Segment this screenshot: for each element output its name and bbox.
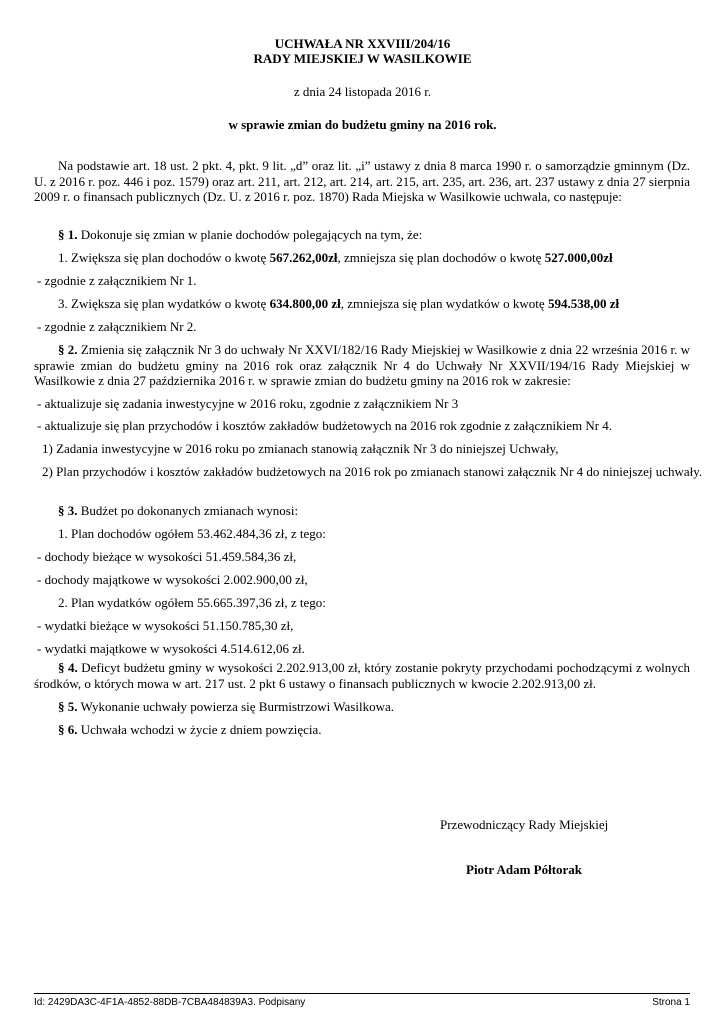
section-1-item-3 xyxy=(34,296,690,312)
section-2-item-2: 2) Plan przychodów i kosztów zakładów budżetowych na 2016 rok po zmianach stanowi załącznik Nr 4 do niniejszej uchwały. xyxy=(42,464,703,479)
section-1-mark: § 1. xyxy=(58,227,78,242)
income-increase-amount: 567.262,00zł xyxy=(269,250,338,265)
section-4-mark: § 4. xyxy=(58,660,78,675)
section-5-mark: § 5. xyxy=(58,699,78,714)
section-6 xyxy=(34,722,690,738)
footer-divider xyxy=(34,993,690,994)
section-5-text: Wykonanie uchwały powierza się Burmistrzowi Wasilkowa. xyxy=(77,699,394,714)
section-3 xyxy=(34,503,690,519)
section-2-item-1: 1) Zadania inwestycyjne w 2016 roku po zmianach stanowią załącznik Nr 3 do niniejszej Uchwały, xyxy=(42,441,559,456)
section-3-text: Budżet po dokonanych zmianach wynosi: xyxy=(77,503,299,518)
item-3-mid-text: , zmniejsza się plan wydatków o kwotę xyxy=(340,296,548,311)
income-decrease-amount: 527.000,00zł xyxy=(544,250,613,265)
current-expenses: - wydatki bieżące w wysokości 51.150.785,30 zł, xyxy=(37,618,294,633)
expense-increase-amount: 634.800,00 zł xyxy=(269,296,341,311)
section-1-item-1-note: - zgodnie z załącznikiem Nr 1. xyxy=(37,273,197,288)
section-6-mark: § 6. xyxy=(58,722,78,737)
section-4 xyxy=(34,660,690,691)
section-2 xyxy=(34,342,690,389)
preamble: Na podstawie art. 18 ust. 2 pkt. 4, pkt. 9 lit. „d” oraz lit. „i” ustawy z dnia 8 marca 1990 r. o samorządzie gminnym (Dz. U. z 2016 r. poz. 446 i poz. 1579) oraz art. 211, art. 212, art. 214, art. 215, art. 235, art. 236, art. 237 ustawy z dnia 27 sierpnia 2009 r. o finansach publicznych (Dz. U. z 2016 r. poz. 1870) Rada Miejska w Wasilkowie uchwala, co następuje: xyxy=(34,158,690,204)
resolution-date: z dnia 24 listopada 2016 r. xyxy=(293,84,432,99)
section-1 xyxy=(34,227,690,243)
resolution-subject: w sprawie zmian do budżetu gminy na 2016 rok. xyxy=(228,117,497,132)
signatory-name: Piotr Adam Półtorak xyxy=(466,862,583,877)
item-3-text: 3. Zwiększa się plan wydatków o kwotę xyxy=(58,296,270,311)
item-1-mid-text: , zmniejsza się plan dochodów o kwotę xyxy=(337,250,545,265)
section-2-mark: § 2. xyxy=(58,342,78,357)
council-name: RADY MIEJSKIEJ W WASILKOWIE xyxy=(253,51,472,66)
current-income: - dochody bieżące w wysokości 51.459.584,36 zł, xyxy=(37,549,297,564)
section-1-text: Dokonuje się zmian w planie dochodów polegających na tym, że: xyxy=(77,227,423,242)
capital-income: - dochody majątkowe w wysokości 2.002.900,00 zł, xyxy=(37,572,308,587)
expense-decrease-amount: 594.538,00 zł xyxy=(547,296,620,311)
section-4-text: Deficyt budżetu gminy w wysokości 2.202.913,00 zł, który zostanie pokryty przychodami pochodzącymi z wolnych środków, o których mowa w art. 217 ust. 2 pkt 6 ustawy o finansach publicznych w kwocie 2.202.913,00 zł. xyxy=(34,660,691,691)
section-2-dash-2: - aktualizuje się plan przychodów i kosztów zakładów budżetowych na 2016 rok zgodnie z załącznikiem Nr 4. xyxy=(37,418,613,433)
page-number: Strona 1 xyxy=(652,997,690,1008)
item-1-text: 1. Zwiększa się plan dochodów o kwotę xyxy=(58,250,270,265)
section-6-text: Uchwała wchodzi w życie z dniem powzięcia. xyxy=(77,722,322,737)
section-2-text: Zmienia się załącznik Nr 3 do uchwały Nr XXVI/182/16 Rady Miejskiej w Wasilkowie z dnia 22 września 2016 r. w sprawie zmian do budżetu gminy na 2016 rok oraz załącznik Nr 4 do Uchwały Nr XXVII/194/16 Rady Miejskiej w Wasilkowie z dnia 27 października 2016 r. w sprawie zmian do budżetu gminy na 2016 rok w zakresie: xyxy=(34,342,691,388)
section-3-mark: § 3. xyxy=(58,503,78,518)
total-expense-plan: 2. Plan wydatków ogółem 55.665.397,36 zł, z tego: xyxy=(58,595,326,610)
document-id: Id: 2429DA3C-4F1A-4852-88DB-7CBA484839A3. Podpisany xyxy=(34,997,306,1008)
section-2-dash-1: - aktualizuje się zadania inwestycyjne w 2016 roku, zgodnie z załącznikiem Nr 3 xyxy=(37,396,459,411)
capital-expenses: - wydatki majątkowe w wysokości 4.514.612,06 zł. xyxy=(37,641,305,656)
signatory-title: Przewodniczący Rady Miejskiej xyxy=(440,817,609,832)
total-income-plan: 1. Plan dochodów ogółem 53.462.484,36 zł, z tego: xyxy=(58,526,326,541)
section-1-item-3-note: - zgodnie z załącznikiem Nr 2. xyxy=(37,319,197,334)
resolution-number: UCHWAŁA NR XXVIII/204/16 xyxy=(274,36,451,51)
section-1-item-1 xyxy=(34,250,690,266)
section-5 xyxy=(34,699,690,715)
